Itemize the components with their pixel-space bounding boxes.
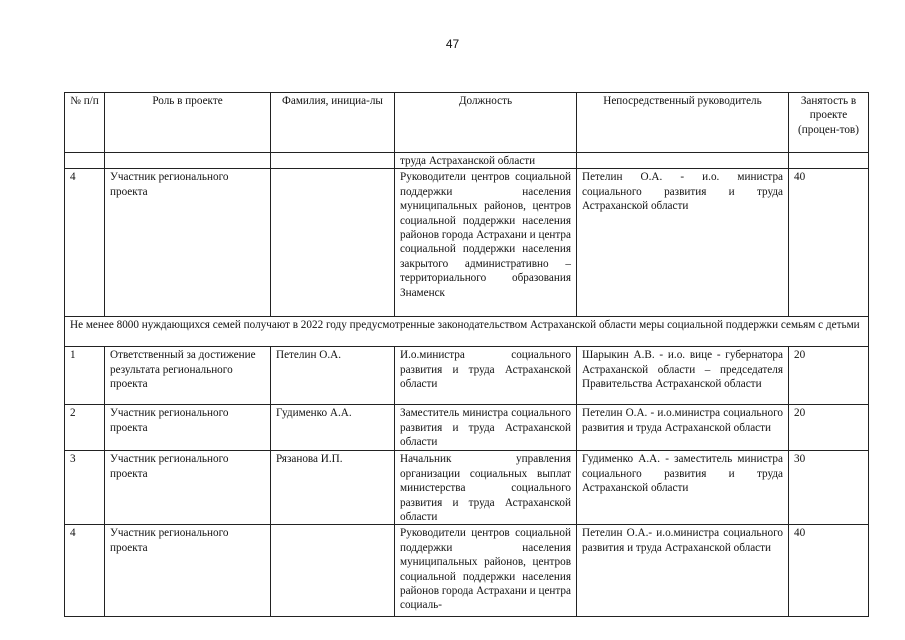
cell-role: Участник регионального проекта [105,405,271,451]
cell-num: 2 [65,405,105,451]
cell-name: Рязанова И.П. [271,451,395,525]
cell-supervisor: Петелин О.А.- и.о.министра социального развития и труда Астраханской области [577,525,789,617]
cell-supervisor: Петелин О.А. - и.о.министра социального развития и труда Астраханской области [577,405,789,451]
cell-load: 20 [789,347,869,405]
cell-supervisor: Гудименко А.А. - заместитель министра социального развития и труда Астраханской области [577,451,789,525]
cell-name: Гудименко А.А. [271,405,395,451]
table-row [65,169,869,317]
header-name: Фамилия, инициа-лы [271,93,395,153]
cell-name: Петелин О.А. [271,347,395,405]
cell-position: Заместитель министра социального развития и труда Астраханской области [395,405,577,451]
cell-position: И.о.министра социального развития и труда Астраханской области [395,347,577,405]
cell-num: 4 [65,169,105,317]
header-load: Занятость в проекте (процен-тов) [789,93,869,153]
header-num: № п/п [65,93,105,153]
cell-num: 1 [65,347,105,405]
cell-position: Руководители центров социальной поддержки населения муниципальных районов, центров социальной поддержки населения районов города Астрахани и центра социальной поддержки населения закрытого административно – территориального образования Знаменск [395,169,577,317]
cell-position: Руководители центров социальной поддержки населения муниципальных районов, центров социальной поддержки населения районов города Астрахани и центра социаль- [395,525,577,617]
header-supervisor: Непосредственный руководитель [577,93,789,153]
table-row [65,153,869,169]
header-position: Должность [395,93,577,153]
cell-name [271,525,395,617]
cell-name [271,169,395,317]
table-row [65,525,869,617]
cell-position: труда Астраханской области [395,153,577,169]
cell-num: 4 [65,525,105,617]
cell-load: 30 [789,451,869,525]
project-roles-table [64,92,869,617]
section-title: Не менее 8000 нуждающихся семей получают в 2022 году предусмотренные законодательством Астраханской области меры социальной поддержки семьям с детьми [65,317,869,347]
cell-supervisor: Шарыкин А.В. - и.о. вице - губернатора Астраханской области – председателя Правительства Астраханской области [577,347,789,405]
cell-role: Участник регионального проекта [105,169,271,317]
cell-role: Участник регионального проекта [105,525,271,617]
table-row [65,405,869,451]
table-header-row [65,93,869,153]
cell-num: 3 [65,451,105,525]
section-row [65,317,869,347]
table-row [65,347,869,405]
page-number: 47 [445,37,460,51]
cell-load: 40 [789,525,869,617]
header-role: Роль в проекте [105,93,271,153]
cell-load: 40 [789,169,869,317]
cell-role: Участник регионального проекта [105,451,271,525]
cell-load: 20 [789,405,869,451]
cell-role: Ответственный за достижение результата регионального проекта [105,347,271,405]
table-row [65,451,869,525]
cell-position: Начальник управления организации социальных выплат министерства социального развития и труда Астраханской области [395,451,577,525]
cell-supervisor: Петелин О.А. - и.о. министра социального развития и труда Астраханской области [577,169,789,317]
